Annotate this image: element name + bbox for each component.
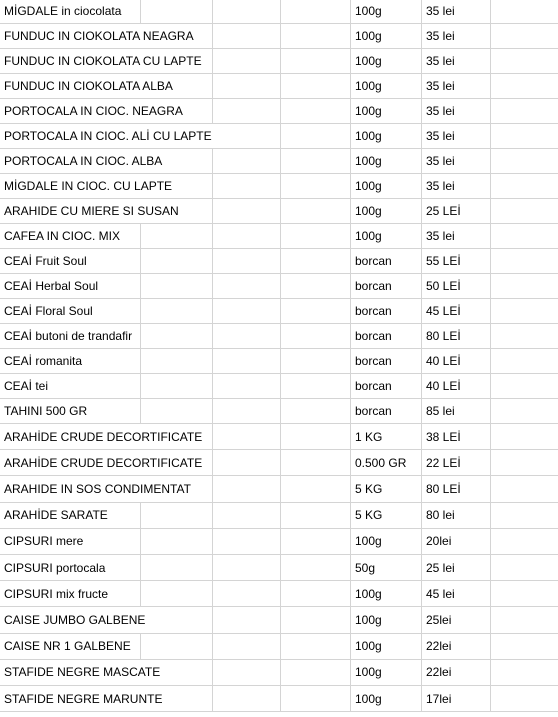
empty-cell[interactable] [490,424,558,449]
table-row [0,555,558,581]
table-row [0,74,558,99]
empty-cell[interactable] [140,529,212,554]
table-row [0,249,558,274]
table-row [0,274,558,299]
empty-cell[interactable] [280,224,350,248]
quantity-cell[interactable]: borcan [350,249,421,273]
empty-cell[interactable] [212,149,280,173]
empty-cell[interactable] [490,399,558,423]
quantity-cell[interactable]: borcan [350,349,421,373]
empty-cell[interactable] [490,224,558,248]
empty-cell[interactable] [212,299,280,323]
quantity-cell[interactable]: 100g [350,529,421,554]
table-row [0,0,558,24]
product-name-cell[interactable]: ARAHİDE CRUDE DECORTIFICATE [0,424,204,449]
empty-cell[interactable] [280,249,350,273]
price-cell[interactable]: 35 lei [421,174,490,198]
product-name-cell[interactable]: CEAİ romanita [0,349,84,373]
empty-cell[interactable] [140,224,212,248]
empty-cell[interactable] [212,450,280,475]
quantity-cell[interactable]: 100g [350,174,421,198]
quantity-cell[interactable]: 100g [350,224,421,248]
empty-cell[interactable] [490,503,558,528]
empty-cell[interactable] [140,0,212,23]
empty-cell[interactable] [280,607,350,632]
empty-cell[interactable] [490,49,558,73]
price-cell[interactable]: 38 LEİ [421,424,490,449]
empty-cell[interactable] [490,660,558,685]
quantity-cell[interactable]: 100g [350,149,421,173]
empty-cell[interactable] [140,299,212,323]
empty-cell[interactable] [140,249,212,273]
table-row [0,476,558,502]
empty-cell[interactable] [490,349,558,373]
product-name-cell[interactable]: CAFEA IN CIOC. MIX [0,224,122,248]
price-cell[interactable]: 25 lei [421,555,490,580]
product-name-cell[interactable]: PORTOCALA IN CIOC. NEAGRA [0,99,185,123]
price-cell[interactable]: 55 LEİ [421,249,490,273]
product-name-cell[interactable]: CIPSURI mere [0,529,85,554]
empty-cell[interactable] [490,607,558,632]
empty-cell[interactable] [490,374,558,398]
table-row [0,503,558,529]
empty-cell[interactable] [280,424,350,449]
table-row [0,299,558,324]
empty-cell[interactable] [212,476,280,501]
price-cell[interactable]: 22lei [421,660,490,685]
empty-cell[interactable] [490,199,558,223]
quantity-cell[interactable]: borcan [350,299,421,323]
table-row [0,124,558,149]
product-name-cell[interactable]: FUNDUC IN CIOKOLATA ALBA [0,74,175,98]
product-name-cell[interactable]: STAFIDE NEGRE MASCATE [0,660,162,685]
empty-cell[interactable] [212,0,280,23]
empty-cell[interactable] [280,49,350,73]
product-name-cell[interactable]: CEAİ Fruit Soul [0,249,89,273]
quantity-cell[interactable]: 100g [350,99,421,123]
empty-cell[interactable] [280,634,350,659]
price-cell[interactable]: 35 lei [421,49,490,73]
empty-cell[interactable] [280,450,350,475]
table-row [0,399,558,424]
empty-cell[interactable] [140,324,212,348]
quantity-cell[interactable]: 5 KG [350,476,421,501]
quantity-cell[interactable]: 100g [350,49,421,73]
empty-cell[interactable] [280,149,350,173]
product-name-cell[interactable]: ARAHİDE SARATE [0,503,110,528]
table-row [0,607,558,633]
empty-cell[interactable] [280,686,350,711]
empty-cell[interactable] [212,274,280,298]
empty-cell[interactable] [280,174,350,198]
empty-cell[interactable] [280,503,350,528]
empty-cell[interactable] [280,324,350,348]
price-cell[interactable]: 40 LEİ [421,374,490,398]
empty-cell[interactable] [140,555,212,580]
quantity-cell[interactable]: 100g [350,24,421,48]
empty-cell[interactable] [490,149,558,173]
product-name-cell[interactable]: STAFIDE NEGRE MARUNTE [0,686,164,711]
quantity-cell[interactable]: borcan [350,274,421,298]
table-row [0,660,558,686]
quantity-cell[interactable]: 1 KG [350,424,421,449]
quantity-cell[interactable]: 100g [350,607,421,632]
price-cell[interactable]: 35 lei [421,74,490,98]
empty-cell[interactable] [490,581,558,606]
price-cell[interactable]: 35 lei [421,99,490,123]
empty-cell[interactable] [490,174,558,198]
product-name-cell[interactable]: TAHINI 500 GR [0,399,89,423]
price-cell[interactable]: 85 lei [421,399,490,423]
empty-cell[interactable] [212,374,280,398]
empty-cell[interactable] [280,476,350,501]
empty-cell[interactable] [212,424,280,449]
empty-cell[interactable] [212,124,280,148]
empty-cell[interactable] [280,124,350,148]
quantity-cell[interactable]: 50g [350,555,421,580]
product-name-cell[interactable]: MİGDALE IN CIOC. CU LAPTE [0,174,174,198]
empty-cell[interactable] [140,399,212,423]
empty-cell[interactable] [490,74,558,98]
empty-cell[interactable] [212,99,280,123]
empty-cell[interactable] [212,399,280,423]
price-cell[interactable]: 17lei [421,686,490,711]
empty-cell[interactable] [212,324,280,348]
empty-cell[interactable] [490,324,558,348]
price-cell[interactable]: 35 lei [421,224,490,248]
empty-cell[interactable] [490,124,558,148]
price-cell[interactable]: 25lei [421,607,490,632]
table-row [0,581,558,607]
product-name-cell[interactable]: CEAİ Floral Soul [0,299,95,323]
empty-cell[interactable] [280,74,350,98]
quantity-cell[interactable]: borcan [350,324,421,348]
product-name-cell[interactable]: ARAHIDE IN SOS CONDIMENTAT [0,476,193,501]
empty-cell[interactable] [280,299,350,323]
table-row [0,349,558,374]
product-name-cell[interactable]: MİGDALE in ciocolata [0,0,123,23]
quantity-cell[interactable]: 100g [350,686,421,711]
empty-cell[interactable] [490,476,558,501]
quantity-cell[interactable]: borcan [350,374,421,398]
table-row [0,49,558,74]
table-row [0,686,558,712]
table-row [0,374,558,399]
quantity-cell[interactable]: 100g [350,74,421,98]
price-cell[interactable]: 80 LEİ [421,476,490,501]
empty-cell[interactable] [280,0,350,23]
product-name-cell[interactable]: PORTOCALA IN CIOC. ALİ CU LAPTE [0,124,214,148]
empty-cell[interactable] [490,249,558,273]
empty-cell[interactable] [280,99,350,123]
table-row [0,424,558,450]
product-name-cell[interactable]: CAISE NR 1 GALBENE [0,634,133,659]
price-cell[interactable]: 22lei [421,634,490,659]
price-cell[interactable]: 80 LEİ [421,324,490,348]
empty-cell[interactable] [212,555,280,580]
empty-cell[interactable] [490,0,558,23]
empty-cell[interactable] [280,529,350,554]
product-name-cell[interactable]: CEAİ butoni de trandafir [0,324,134,348]
empty-cell[interactable] [490,555,558,580]
table-row [0,24,558,49]
empty-cell[interactable] [212,581,280,606]
price-cell[interactable]: 45 lei [421,581,490,606]
quantity-cell[interactable]: 100g [350,124,421,148]
product-name-cell[interactable]: FUNDUC IN CIOKOLATA CU LAPTE [0,49,204,73]
table-row [0,149,558,174]
empty-cell[interactable] [280,555,350,580]
product-name-cell[interactable]: FUNDUC IN CIOKOLATA NEAGRA [0,24,196,48]
table-row [0,199,558,224]
empty-cell[interactable] [212,349,280,373]
quantity-cell[interactable]: 100g [350,660,421,685]
empty-cell[interactable] [280,581,350,606]
empty-cell[interactable] [140,634,212,659]
empty-cell[interactable] [280,374,350,398]
price-cell[interactable]: 80 lei [421,503,490,528]
empty-cell[interactable] [490,99,558,123]
empty-cell[interactable] [280,24,350,48]
quantity-cell[interactable]: 100g [350,634,421,659]
quantity-cell[interactable]: 100g [350,581,421,606]
product-name-cell[interactable]: CIPSURI portocala [0,555,107,580]
product-name-cell[interactable]: ARAHIDE CU MIERE SI SUSAN [0,199,181,223]
empty-cell[interactable] [212,529,280,554]
price-cell[interactable]: 35 lei [421,0,490,23]
table-row [0,99,558,124]
empty-cell[interactable] [212,49,280,73]
table-row [0,224,558,249]
quantity-cell[interactable]: 5 KG [350,503,421,528]
empty-cell[interactable] [490,274,558,298]
product-name-cell[interactable]: CAISE JUMBO GALBENE [0,607,147,632]
table-row [0,174,558,199]
quantity-cell[interactable]: 100g [350,199,421,223]
empty-cell[interactable] [140,503,212,528]
empty-cell[interactable] [212,24,280,48]
quantity-cell[interactable]: 0.500 GR [350,450,421,475]
empty-cell[interactable] [140,374,212,398]
empty-cell[interactable] [212,74,280,98]
price-cell[interactable]: 35 lei [421,124,490,148]
price-cell[interactable]: 35 lei [421,24,490,48]
price-cell[interactable]: 25 LEİ [421,199,490,223]
empty-cell[interactable] [212,249,280,273]
table-row [0,529,558,555]
empty-cell[interactable] [212,199,280,223]
empty-cell[interactable] [280,349,350,373]
product-name-cell[interactable]: CIPSURI mix fructe [0,581,110,606]
empty-cell[interactable] [212,174,280,198]
empty-cell[interactable] [280,660,350,685]
product-name-cell[interactable]: ARAHİDE CRUDE DECORTIFICATE [0,450,204,475]
empty-cell[interactable] [490,299,558,323]
empty-cell[interactable] [212,224,280,248]
price-cell[interactable]: 50 LEİ [421,274,490,298]
empty-cell[interactable] [140,349,212,373]
table-row [0,324,558,349]
quantity-cell[interactable]: borcan [350,399,421,423]
empty-cell[interactable] [140,274,212,298]
empty-cell[interactable] [140,581,212,606]
price-cell[interactable]: 45 LEİ [421,299,490,323]
empty-cell[interactable] [490,450,558,475]
empty-cell[interactable] [212,503,280,528]
empty-cell[interactable] [212,686,280,711]
price-cell[interactable]: 40 LEİ [421,349,490,373]
price-cell[interactable]: 35 lei [421,149,490,173]
product-name-cell[interactable]: PORTOCALA IN CIOC. ALBA [0,149,164,173]
table-row [0,450,558,476]
empty-cell[interactable] [212,634,280,659]
price-cell[interactable]: 22 LEİ [421,450,490,475]
price-cell[interactable]: 20lei [421,529,490,554]
empty-cell[interactable] [490,686,558,711]
empty-cell[interactable] [490,634,558,659]
empty-cell[interactable] [280,274,350,298]
empty-cell[interactable] [212,660,280,685]
empty-cell[interactable] [280,199,350,223]
product-name-cell[interactable]: CEAİ Herbal Soul [0,274,100,298]
quantity-cell[interactable]: 100g [350,0,421,23]
empty-cell[interactable] [212,607,280,632]
empty-cell[interactable] [490,24,558,48]
empty-cell[interactable] [280,399,350,423]
table-row [0,634,558,660]
empty-cell[interactable] [490,529,558,554]
product-name-cell[interactable]: CEAİ tei [0,374,50,398]
